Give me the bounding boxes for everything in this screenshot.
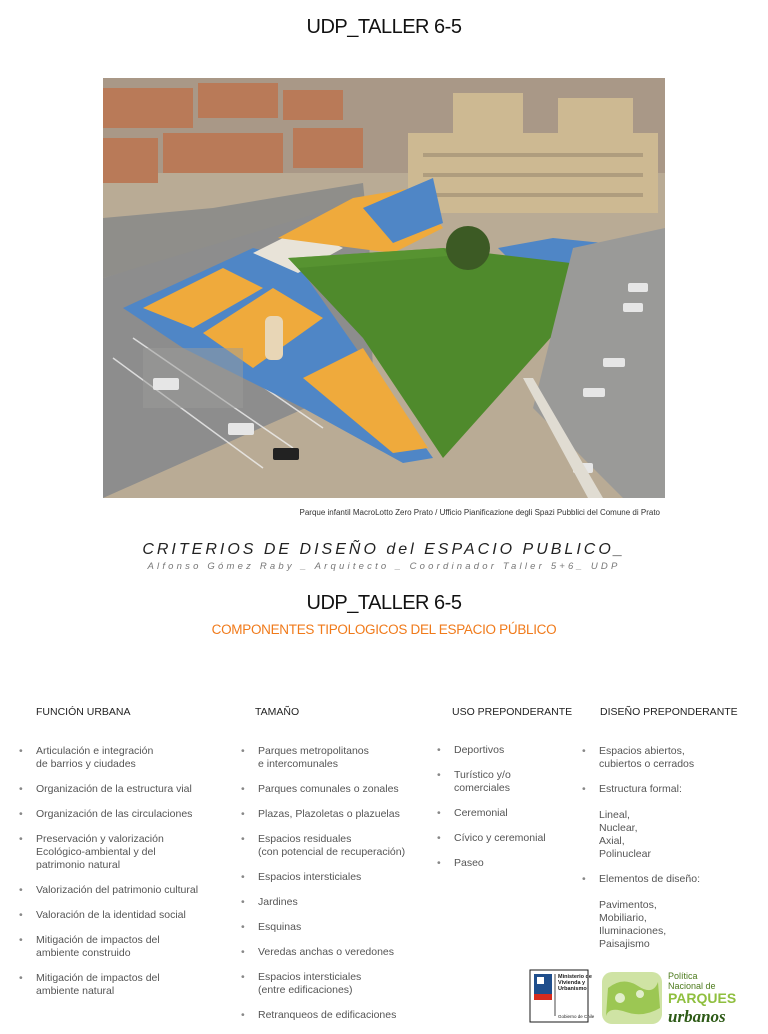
list-item: [19, 783, 239, 796]
bullet-icon: •: [437, 807, 441, 819]
page-title: UDP_TALLER 6-5: [306, 16, 462, 38]
list-item-text: e intercomunales: [258, 758, 338, 770]
list-item: [582, 873, 752, 951]
column-heading-funcion-urbana: FUNCIÓN URBANA: [36, 706, 131, 718]
bullet-icon: •: [241, 946, 245, 958]
bullet-icon: •: [437, 857, 441, 869]
ministry-name-line-2: Vivienda y: [558, 980, 586, 986]
bullet-icon: •: [582, 783, 586, 795]
list-item-text: Espacios intersticiales: [258, 871, 362, 883]
bullet-icon: •: [241, 833, 245, 845]
list-item: [19, 934, 239, 960]
list-item-text: ambiente natural: [36, 985, 115, 997]
column-heading-uso-preponderante: USO PREPONDERANTE: [452, 706, 573, 718]
policy-line-4: urbanos: [668, 1007, 726, 1024]
list-item-text: Organización de las circulaciones: [36, 808, 193, 820]
list-item-text: Preservación y valorización: [36, 833, 164, 845]
list-item: [241, 745, 441, 771]
list-item-text: Pavimentos,: [599, 899, 657, 911]
list-item-text: Axial,: [599, 835, 625, 847]
list-item-text: Veredas anchas o veredones: [258, 946, 395, 958]
list-item: [437, 744, 582, 757]
list-item: [241, 808, 441, 821]
list-item: [241, 921, 441, 934]
list-item-text: Mitigación de impactos del: [36, 934, 160, 946]
policy-line-2: Nacional de: [668, 981, 716, 991]
list-item: [241, 783, 441, 796]
list-item-text: Organización de la estructura vial: [36, 783, 192, 795]
list-item: [437, 857, 582, 870]
list-item-text: Ceremonial: [454, 807, 508, 819]
bullet-icon: •: [241, 745, 245, 757]
list-item-text: ambiente construido: [36, 947, 131, 959]
list-item-text: Jardines: [258, 896, 298, 908]
bullet-icon: •: [582, 873, 586, 885]
list-item-text: Esquinas: [258, 921, 302, 933]
bullet-icon: •: [437, 744, 441, 756]
ministry-name-line-1: Ministerio de: [558, 974, 592, 980]
list-item: [241, 971, 441, 997]
list-item-text: Mitigación de impactos del: [36, 972, 160, 984]
bullet-icon: •: [19, 909, 23, 921]
list-item-text: patrimonio natural: [36, 859, 121, 871]
list-item-text: [599, 886, 752, 899]
list-funcion-urbana: [19, 745, 239, 1010]
list-item-text: Articulación e integración: [36, 745, 154, 757]
list-item-text: [599, 796, 752, 809]
policy-line-3: PARQUES: [668, 990, 737, 1006]
government-label: Gobierno de Chile: [558, 1014, 595, 1019]
list-uso-preponderante: [437, 744, 582, 882]
list-item: [582, 745, 752, 771]
list-item-text: Valoración de la identidad social: [36, 909, 186, 921]
policy-line-1: Política: [668, 971, 698, 981]
list-item-text: Polinuclear: [599, 848, 651, 860]
bullet-icon: •: [19, 934, 23, 946]
bullet-icon: •: [19, 783, 23, 795]
ministry-name-line-3: Urbanismo: [558, 986, 587, 992]
bullet-icon: •: [19, 884, 23, 896]
list-item-text: Iluminaciones,: [599, 925, 667, 937]
parques-urbanos-logo: [602, 972, 662, 1024]
bullet-icon: •: [19, 833, 23, 845]
list-item: [19, 745, 239, 771]
bullet-icon: •: [19, 808, 23, 820]
bullet-icon: •: [241, 783, 245, 795]
photo-caption: Parque infantil MacroLotto Zero Prato / Ufficio Pianificazione degli Spazi Pubblici del Comune di Prato: [299, 508, 660, 517]
section-title: UDP_TALLER 6-5: [306, 592, 462, 614]
list-diseno-preponderante: [582, 745, 752, 963]
list-tamano: [241, 745, 441, 1034]
list-item-text: Parques metropolitanos: [258, 745, 369, 757]
list-item-text: Cívico y ceremonial: [454, 832, 546, 844]
bullet-icon: •: [241, 808, 245, 820]
list-item: [241, 871, 441, 884]
bullet-icon: •: [241, 971, 245, 983]
bullet-icon: •: [241, 871, 245, 883]
list-item: [19, 972, 239, 998]
list-item-text: Mobiliario,: [599, 912, 647, 924]
bullet-icon: •: [437, 769, 441, 781]
list-item-text: Estructura formal:: [599, 783, 682, 795]
list-item-text: Nuclear,: [599, 822, 638, 834]
list-item: [19, 808, 239, 821]
list-item-text: Paisajismo: [599, 938, 650, 950]
list-item: [19, 909, 239, 922]
section-subtitle: COMPONENTES TIPOLOGICOS DEL ESPACIO PÚBLICO: [211, 622, 557, 637]
list-item-text: Parques comunales o zonales: [258, 783, 399, 795]
institution-logos: [528, 968, 768, 1024]
list-item-text: Ecológico-ambiental y del: [36, 846, 156, 858]
list-item-text: de barrios y ciudades: [36, 758, 136, 770]
list-item-text: Lineal,: [599, 809, 630, 821]
criteria-title: CRITERIOS DE DISEÑO del ESPACIO PUBLICO_: [142, 541, 626, 558]
column-heading-tamano: TAMAÑO: [255, 706, 300, 718]
list-item-text: Turístico y/o: [454, 769, 511, 781]
list-item: [241, 896, 441, 909]
list-item: [437, 832, 582, 845]
park-aerial-photo: [103, 78, 665, 498]
list-item-text: Elementos de diseño:: [599, 873, 700, 885]
list-item: [437, 807, 582, 820]
bullet-icon: •: [241, 1009, 245, 1021]
bullet-icon: •: [241, 921, 245, 933]
list-item-text: Deportivos: [454, 744, 505, 756]
list-item-text: (con potencial de recuperación): [258, 846, 406, 858]
list-item-text: Espacios residuales: [258, 833, 352, 845]
bullet-icon: •: [19, 972, 23, 984]
list-item-text: (entre edificaciones): [258, 984, 353, 996]
column-heading-diseno-preponderante: DISEÑO PREPONDERANTE: [600, 706, 738, 718]
list-item-text: Valorización del patrimonio cultural: [36, 884, 199, 896]
list-item-text: Plazas, Plazoletas o plazuelas: [258, 808, 400, 820]
list-item: [241, 1009, 441, 1022]
bullet-icon: •: [19, 745, 23, 757]
bullet-icon: •: [437, 832, 441, 844]
bullet-icon: •: [582, 745, 586, 757]
list-item-text: Espacios intersticiales: [258, 971, 362, 983]
bullet-icon: •: [241, 896, 245, 908]
list-item: [241, 946, 441, 959]
list-item-text: Paseo: [454, 857, 484, 869]
list-item-text: comerciales: [454, 782, 511, 794]
list-item: [241, 833, 441, 859]
list-item-text: Retranqueos de edificaciones: [258, 1009, 397, 1021]
list-item: [19, 833, 239, 872]
list-item-text: cubiertos o cerrados: [599, 758, 695, 770]
list-item: [437, 769, 582, 795]
list-item-text: Espacios abiertos,: [599, 745, 685, 757]
list-item: [582, 783, 752, 861]
list-item: [19, 884, 239, 897]
author-line: Alfonso Gómez Raby _ Arquitecto _ Coordinador Taller 5+6_ UDP: [147, 561, 621, 572]
